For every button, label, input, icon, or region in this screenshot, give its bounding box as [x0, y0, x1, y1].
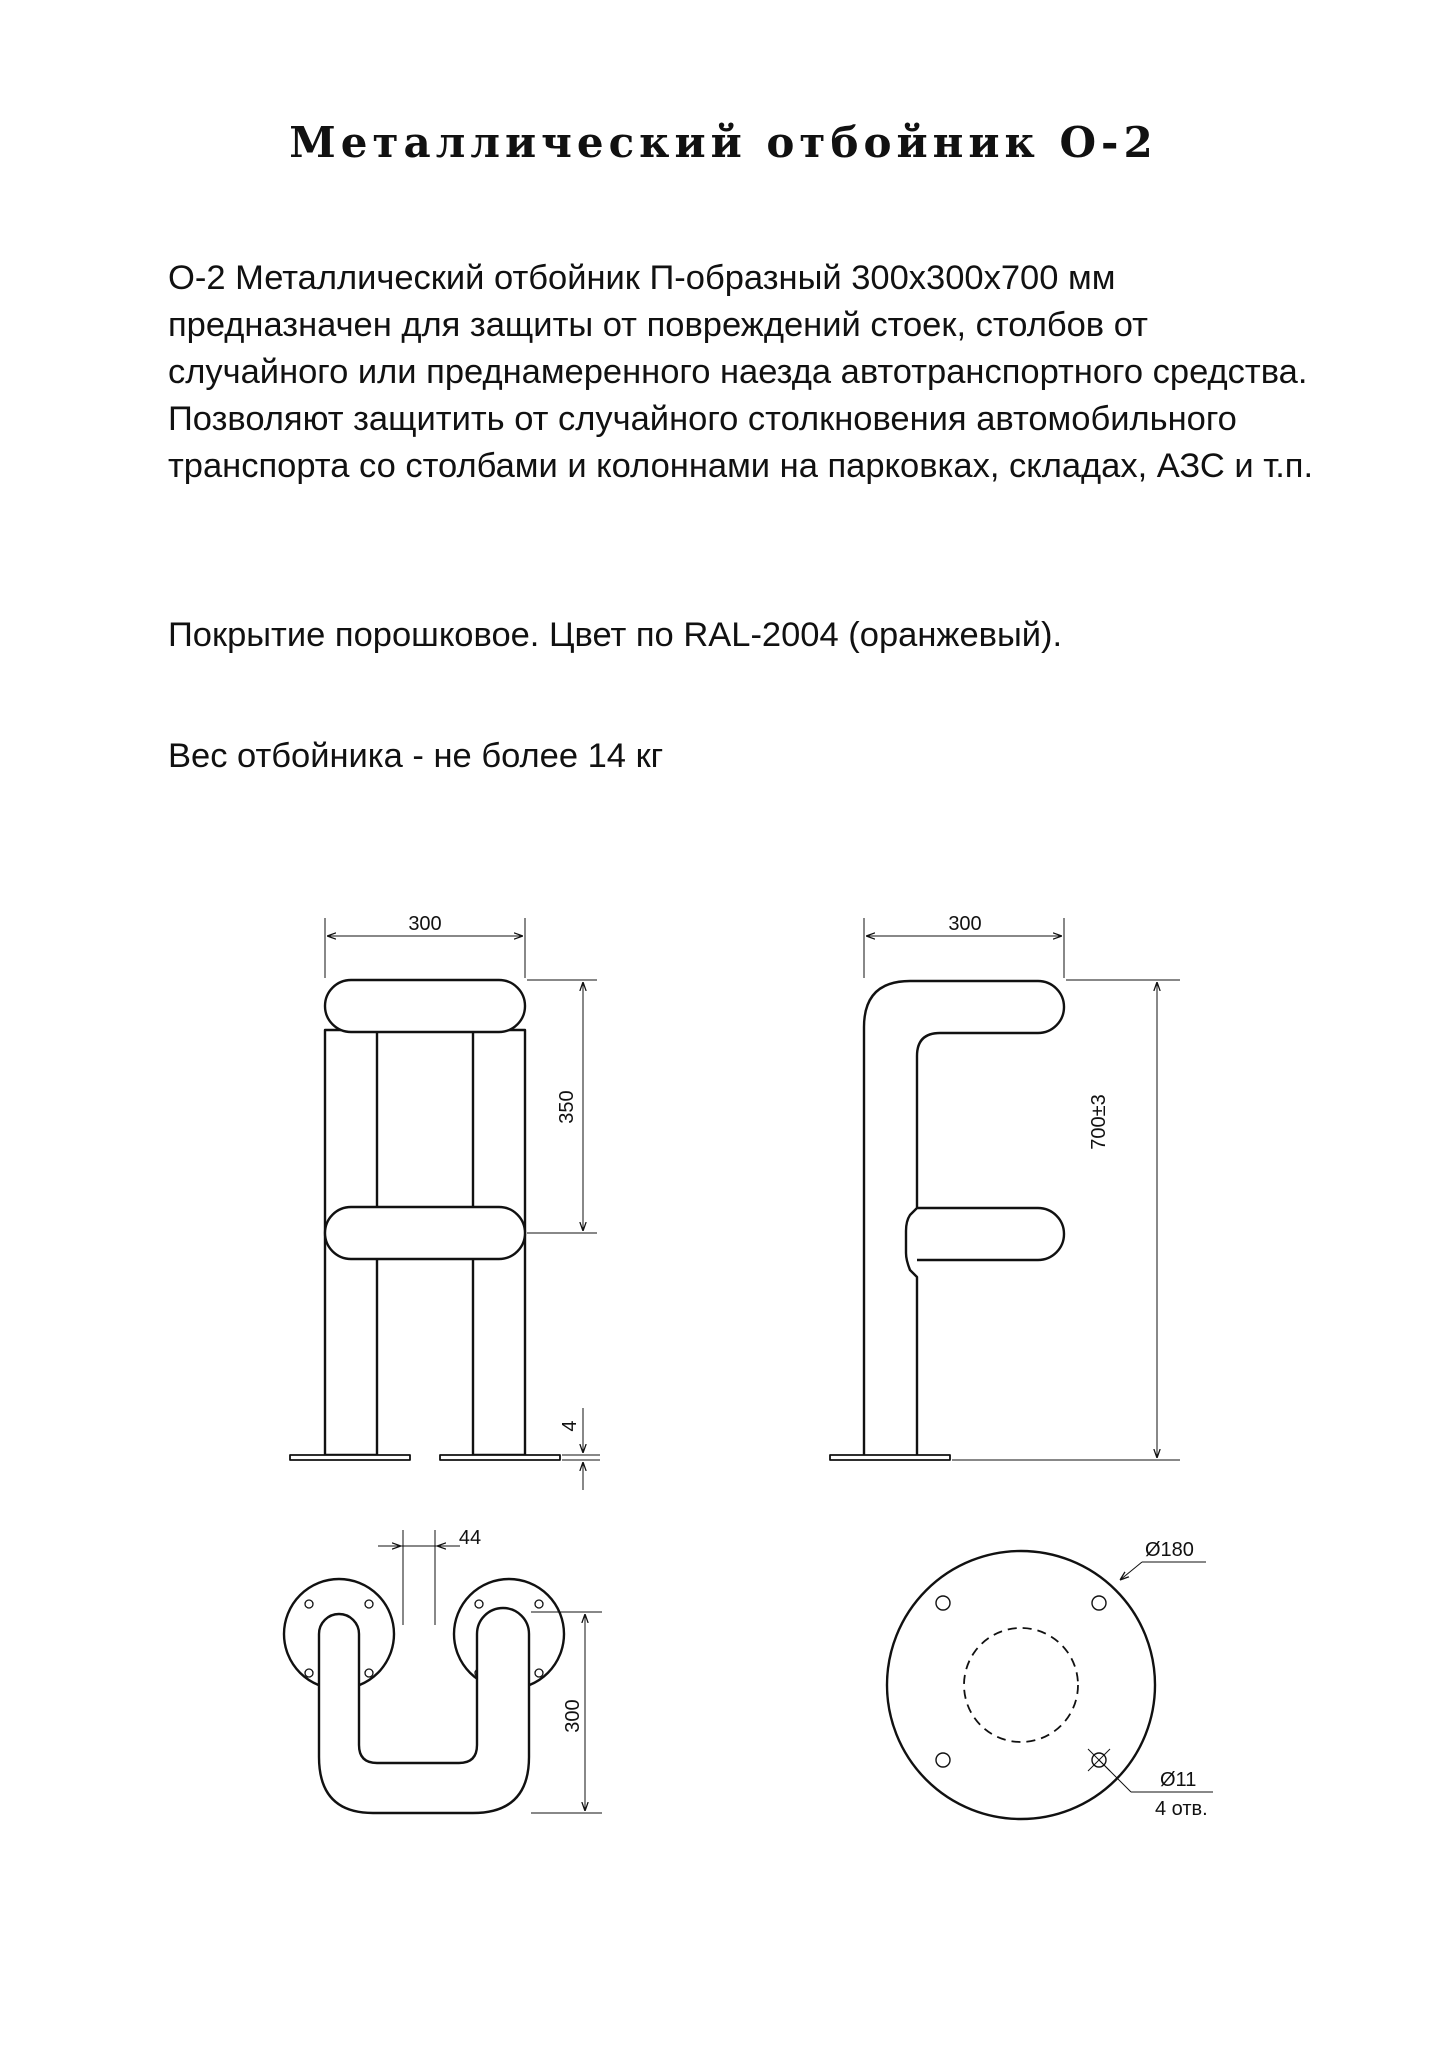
top-u-tube: [319, 1608, 529, 1813]
top-gap-label: 44: [458, 1527, 482, 1549]
front-height-label: 350: [556, 1090, 578, 1124]
front-right-base-plate: [440, 1455, 560, 1460]
side-view: [830, 981, 1064, 1460]
hole-diameter-label: Ø11: [1160, 1769, 1197, 1791]
side-height-label: 700±3: [1088, 1094, 1110, 1150]
front-left-base-plate: [290, 1455, 410, 1460]
side-base-plate: [830, 1455, 950, 1460]
coating-paragraph: Покрытие порошковое. Цвет по RAL-2004 (оранжевый).: [168, 616, 1063, 654]
side-profile-outline: [864, 981, 1064, 1455]
base-plate-view: [887, 1551, 1155, 1819]
front-width-label: 300: [408, 913, 442, 935]
description-paragraph: О-2 Металлический отбойник П-образный 300х300х700 мм предназначен для защиты от повреждений стоек, столбов от случайного или преднамеренного наезда автотранспортного средства. Позволяют защитить от случайного столкновения автомобильного транспорта со столбами и колоннами на парковках, складах, АЗС и т.п.: [168, 259, 1314, 485]
base-plate-outline: [887, 1551, 1155, 1819]
plate-diameter-label: Ø180: [1145, 1539, 1194, 1561]
top-depth-label: 300: [562, 1699, 584, 1733]
plate-thickness-label: 4: [559, 1420, 581, 1432]
weight-paragraph: Вес отбойника - не более 14 кг: [168, 737, 664, 775]
front-view: [290, 980, 560, 1460]
top-view: [284, 1579, 564, 1813]
front-top-bar: [325, 980, 525, 1032]
front-middle-bar: [325, 1207, 525, 1259]
diameter-leader: [1120, 1562, 1142, 1580]
hole-count-label: 4 отв.: [1155, 1798, 1208, 1820]
page-title: Металлический отбойник О-2: [289, 118, 1158, 167]
side-width-label: 300: [948, 913, 982, 935]
